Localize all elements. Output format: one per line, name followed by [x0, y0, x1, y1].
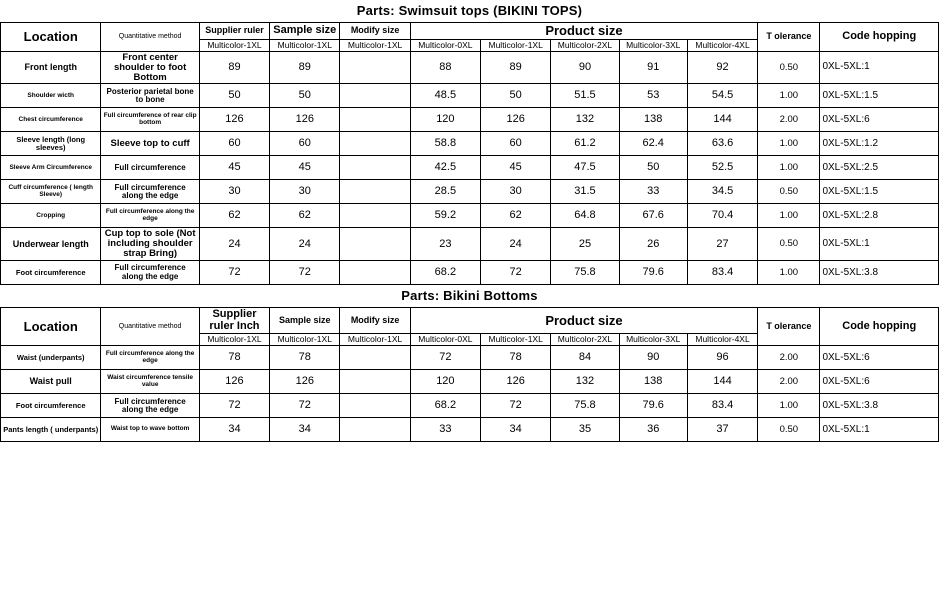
cell-product-3xl: 79.6: [619, 261, 687, 285]
cell-location: Cuff circumference ( length Sleeve): [1, 180, 101, 204]
cell-code-hopping: 0XL-5XL:3.8: [820, 261, 939, 285]
cell-product-3xl: 138: [619, 108, 687, 132]
cell-product-2xl: 31.5: [551, 180, 619, 204]
cell-product-0xl: 42.5: [410, 156, 480, 180]
cell-method: Waist top to wave bottom: [101, 418, 199, 442]
cell-product-3xl: 138: [619, 370, 687, 394]
cell-tolerance: 1.00: [758, 84, 820, 108]
cell-tolerance: 1.00: [758, 156, 820, 180]
header-location: Location: [1, 23, 101, 52]
cell-product-1xl: 24: [481, 228, 551, 261]
table-row: [1, 346, 939, 370]
header-sample-size: Sample size: [270, 23, 340, 40]
header-size-p0: Multicolor-0XL: [410, 39, 480, 51]
cell-supplier-ruler: 72: [199, 394, 269, 418]
cell-supplier-ruler: 34: [199, 418, 269, 442]
cell-sample-size: 60: [270, 132, 340, 156]
cell-sample-size: 126: [270, 108, 340, 132]
cell-product-4xl: 144: [687, 108, 757, 132]
cell-sample-size: 45: [270, 156, 340, 180]
cell-method: Full circumference along the edge: [101, 346, 199, 370]
header-size-sup: Multicolor-1XL: [199, 39, 269, 51]
header-location: Location: [1, 308, 101, 346]
cell-supplier-ruler: 72: [199, 261, 269, 285]
cell-supplier-ruler: 126: [199, 108, 269, 132]
header-size-p2: Multicolor-2XL: [551, 334, 619, 346]
cell-tolerance: 0.50: [758, 228, 820, 261]
cell-product-3xl: 53: [619, 84, 687, 108]
cell-product-2xl: 51.5: [551, 84, 619, 108]
cell-product-0xl: 72: [410, 346, 480, 370]
cell-supplier-ruler: 126: [199, 370, 269, 394]
cell-modify-size: [340, 261, 410, 285]
cell-product-4xl: 70.4: [687, 204, 757, 228]
cell-product-1xl: 72: [481, 261, 551, 285]
cell-sample-size: 78: [270, 346, 340, 370]
header-size-mod: Multicolor-1XL: [340, 39, 410, 51]
cell-product-1xl: 34: [481, 418, 551, 442]
cell-method: Full circumference along the edge: [101, 204, 199, 228]
cell-modify-size: [340, 156, 410, 180]
cell-location: Foot circumference: [1, 394, 101, 418]
cell-sample-size: 34: [270, 418, 340, 442]
page-title-top: Parts: Swimsuit tops (BIKINI TOPS): [356, 3, 583, 18]
table-row: [1, 394, 939, 418]
cell-modify-size: [340, 346, 410, 370]
cell-product-1xl: 72: [481, 394, 551, 418]
header-size-p4: Multicolor-4XL: [687, 334, 757, 346]
cell-product-1xl: 89: [481, 51, 551, 84]
cell-product-0xl: 23: [410, 228, 480, 261]
cell-method: Front center shoulder to foot Bottom: [101, 51, 199, 84]
cell-modify-size: [340, 180, 410, 204]
top-table-body: [1, 51, 939, 285]
cell-product-3xl: 36: [619, 418, 687, 442]
cell-modify-size: [340, 370, 410, 394]
cell-code-hopping: 0XL-5XL:1.5: [820, 180, 939, 204]
cell-product-3xl: 79.6: [619, 394, 687, 418]
cell-code-hopping: 0XL-5XL:1: [820, 418, 939, 442]
table-row: [1, 228, 939, 261]
cell-product-4xl: 144: [687, 370, 757, 394]
cell-product-1xl: 50: [481, 84, 551, 108]
bottom-measurement-table: [0, 307, 939, 442]
header-code-hopping: Code hopping: [820, 308, 939, 346]
table-header-row: [1, 23, 939, 40]
cell-product-2xl: 132: [551, 108, 619, 132]
header-tolerance: T olerance: [758, 23, 820, 52]
cell-product-4xl: 92: [687, 51, 757, 84]
cell-location: Waist pull: [1, 370, 101, 394]
cell-code-hopping: 0XL-5XL:6: [820, 108, 939, 132]
cell-tolerance: 0.50: [758, 180, 820, 204]
cell-product-2xl: 75.8: [551, 394, 619, 418]
cell-modify-size: [340, 51, 410, 84]
header-size-sup: Multicolor-1XL: [199, 334, 269, 346]
cell-code-hopping: 0XL-5XL:6: [820, 346, 939, 370]
cell-method: Full circumference of rear clip bottom: [101, 108, 199, 132]
top-measurement-table: [0, 22, 939, 285]
cell-method: Full circumference along the edge: [101, 261, 199, 285]
cell-product-2xl: 64.8: [551, 204, 619, 228]
cell-product-4xl: 34.5: [687, 180, 757, 204]
cell-sample-size: 72: [270, 261, 340, 285]
cell-product-4xl: 83.4: [687, 394, 757, 418]
header-supplier-ruler-inch: Supplier ruler Inch: [199, 308, 269, 334]
cell-product-2xl: 61.2: [551, 132, 619, 156]
header-size-p3: Multicolor-3XL: [619, 39, 687, 51]
cell-product-1xl: 30: [481, 180, 551, 204]
header-size-p2: Multicolor-2XL: [551, 39, 619, 51]
cell-product-4xl: 52.5: [687, 156, 757, 180]
cell-location: Cropping: [1, 204, 101, 228]
bottom-table-body: [1, 346, 939, 442]
cell-location: Sleeve Arm Circumference: [1, 156, 101, 180]
cell-tolerance: 2.00: [758, 108, 820, 132]
cell-product-3xl: 90: [619, 346, 687, 370]
cell-product-4xl: 27: [687, 228, 757, 261]
cell-supplier-ruler: 60: [199, 132, 269, 156]
cell-product-3xl: 50: [619, 156, 687, 180]
cell-product-0xl: 28.5: [410, 180, 480, 204]
cell-tolerance: 2.00: [758, 370, 820, 394]
cell-product-3xl: 67.6: [619, 204, 687, 228]
cell-product-2xl: 84: [551, 346, 619, 370]
cell-product-0xl: 48.5: [410, 84, 480, 108]
header-modify-size: Modify size: [340, 308, 410, 334]
cell-code-hopping: 0XL-5XL:1: [820, 51, 939, 84]
cell-code-hopping: 0XL-5XL:1: [820, 228, 939, 261]
cell-product-4xl: 83.4: [687, 261, 757, 285]
cell-tolerance: 2.00: [758, 346, 820, 370]
table-row: [1, 51, 939, 84]
cell-product-0xl: 68.2: [410, 261, 480, 285]
table-row: [1, 370, 939, 394]
table-row: [1, 204, 939, 228]
cell-method: Waist circumference tensile value: [101, 370, 199, 394]
cell-product-2xl: 132: [551, 370, 619, 394]
table-row: [1, 132, 939, 156]
header-product-size: Product size: [410, 23, 757, 40]
cell-method: Posterior parietal bone to bone: [101, 84, 199, 108]
cell-code-hopping: 0XL-5XL:2.5: [820, 156, 939, 180]
cell-sample-size: 30: [270, 180, 340, 204]
cell-modify-size: [340, 418, 410, 442]
cell-tolerance: 1.00: [758, 204, 820, 228]
cell-supplier-ruler: 45: [199, 156, 269, 180]
cell-product-0xl: 120: [410, 370, 480, 394]
cell-product-4xl: 37: [687, 418, 757, 442]
cell-method: Sleeve top to cuff: [101, 132, 199, 156]
cell-location: Front length: [1, 51, 101, 84]
cell-product-2xl: 25: [551, 228, 619, 261]
cell-product-3xl: 62.4: [619, 132, 687, 156]
cell-product-0xl: 58.8: [410, 132, 480, 156]
header-size-mod: Multicolor-1XL: [340, 334, 410, 346]
cell-supplier-ruler: 50: [199, 84, 269, 108]
header-size-sam: Multicolor-1XL: [270, 39, 340, 51]
cell-product-3xl: 26: [619, 228, 687, 261]
cell-product-0xl: 59.2: [410, 204, 480, 228]
cell-product-0xl: 88: [410, 51, 480, 84]
header-modify-size: Modify size: [340, 23, 410, 40]
header-method: Quantitative method: [101, 23, 199, 52]
cell-modify-size: [340, 394, 410, 418]
table-header-row: [1, 308, 939, 334]
cell-code-hopping: 0XL-5XL:1.2: [820, 132, 939, 156]
header-method: Quantitative method: [101, 308, 199, 346]
cell-supplier-ruler: 24: [199, 228, 269, 261]
header-size-p3: Multicolor-3XL: [619, 334, 687, 346]
cell-product-1xl: 78: [481, 346, 551, 370]
cell-modify-size: [340, 228, 410, 261]
table-row: [1, 84, 939, 108]
cell-supplier-ruler: 30: [199, 180, 269, 204]
cell-product-1xl: 62: [481, 204, 551, 228]
cell-tolerance: 1.00: [758, 132, 820, 156]
cell-tolerance: 1.00: [758, 394, 820, 418]
cell-code-hopping: 0XL-5XL:2.8: [820, 204, 939, 228]
header-size-p4: Multicolor-4XL: [687, 39, 757, 51]
cell-product-1xl: 126: [481, 370, 551, 394]
cell-product-4xl: 54.5: [687, 84, 757, 108]
cell-product-4xl: 63.6: [687, 132, 757, 156]
cell-product-1xl: 45: [481, 156, 551, 180]
cell-tolerance: 1.00: [758, 261, 820, 285]
cell-location: Waist (underpants): [1, 346, 101, 370]
cell-modify-size: [340, 132, 410, 156]
cell-method: Full circumference along the edge: [101, 394, 199, 418]
cell-product-2xl: 47.5: [551, 156, 619, 180]
cell-sample-size: 89: [270, 51, 340, 84]
table-row: [1, 261, 939, 285]
cell-location: Pants length ( underpants): [1, 418, 101, 442]
cell-sample-size: 72: [270, 394, 340, 418]
cell-product-1xl: 126: [481, 108, 551, 132]
cell-modify-size: [340, 108, 410, 132]
cell-location: Underwear length: [1, 228, 101, 261]
cell-product-3xl: 33: [619, 180, 687, 204]
cell-code-hopping: 0XL-5XL:6: [820, 370, 939, 394]
cell-product-2xl: 75.8: [551, 261, 619, 285]
header-product-size: Product size: [410, 308, 757, 334]
cell-code-hopping: 0XL-5XL:3.8: [820, 394, 939, 418]
cell-modify-size: [340, 204, 410, 228]
cell-product-4xl: 96: [687, 346, 757, 370]
cell-sample-size: 126: [270, 370, 340, 394]
cell-tolerance: 0.50: [758, 51, 820, 84]
cell-product-1xl: 60: [481, 132, 551, 156]
cell-supplier-ruler: 62: [199, 204, 269, 228]
header-size-p0: Multicolor-0XL: [410, 334, 480, 346]
cell-location: Shoulder wicth: [1, 84, 101, 108]
header-supplier-ruler: Supplier ruler: [199, 23, 269, 40]
cell-supplier-ruler: 78: [199, 346, 269, 370]
cell-location: Sleeve length (long sleeves): [1, 132, 101, 156]
cell-product-0xl: 120: [410, 108, 480, 132]
cell-product-2xl: 90: [551, 51, 619, 84]
cell-tolerance: 0.50: [758, 418, 820, 442]
cell-sample-size: 62: [270, 204, 340, 228]
cell-sample-size: 50: [270, 84, 340, 108]
cell-product-0xl: 68.2: [410, 394, 480, 418]
cell-location: Chest circumference: [1, 108, 101, 132]
cell-method: Full circumference along the edge: [101, 180, 199, 204]
table-row: [1, 108, 939, 132]
cell-sample-size: 24: [270, 228, 340, 261]
cell-location: Foot circumference: [1, 261, 101, 285]
cell-method: Cup top to sole (Not including shoulder strap Bring): [101, 228, 199, 261]
cell-product-0xl: 33: [410, 418, 480, 442]
header-size-sam: Multicolor-1XL: [270, 334, 340, 346]
header-size-p1: Multicolor-1XL: [481, 39, 551, 51]
header-size-p1: Multicolor-1XL: [481, 334, 551, 346]
table-row: [1, 156, 939, 180]
cell-modify-size: [340, 84, 410, 108]
cell-code-hopping: 0XL-5XL:1.5: [820, 84, 939, 108]
page-title-bottom: Parts: Bikini Bottoms: [401, 288, 538, 304]
cell-supplier-ruler: 89: [199, 51, 269, 84]
cell-product-3xl: 91: [619, 51, 687, 84]
header-tolerance: T olerance: [758, 308, 820, 346]
table-row: [1, 180, 939, 204]
table-row: [1, 418, 939, 442]
header-sample-size: Sample size: [270, 308, 340, 334]
cell-method: Full circumference: [101, 156, 199, 180]
cell-product-2xl: 35: [551, 418, 619, 442]
header-code-hopping: Code hopping: [820, 23, 939, 52]
